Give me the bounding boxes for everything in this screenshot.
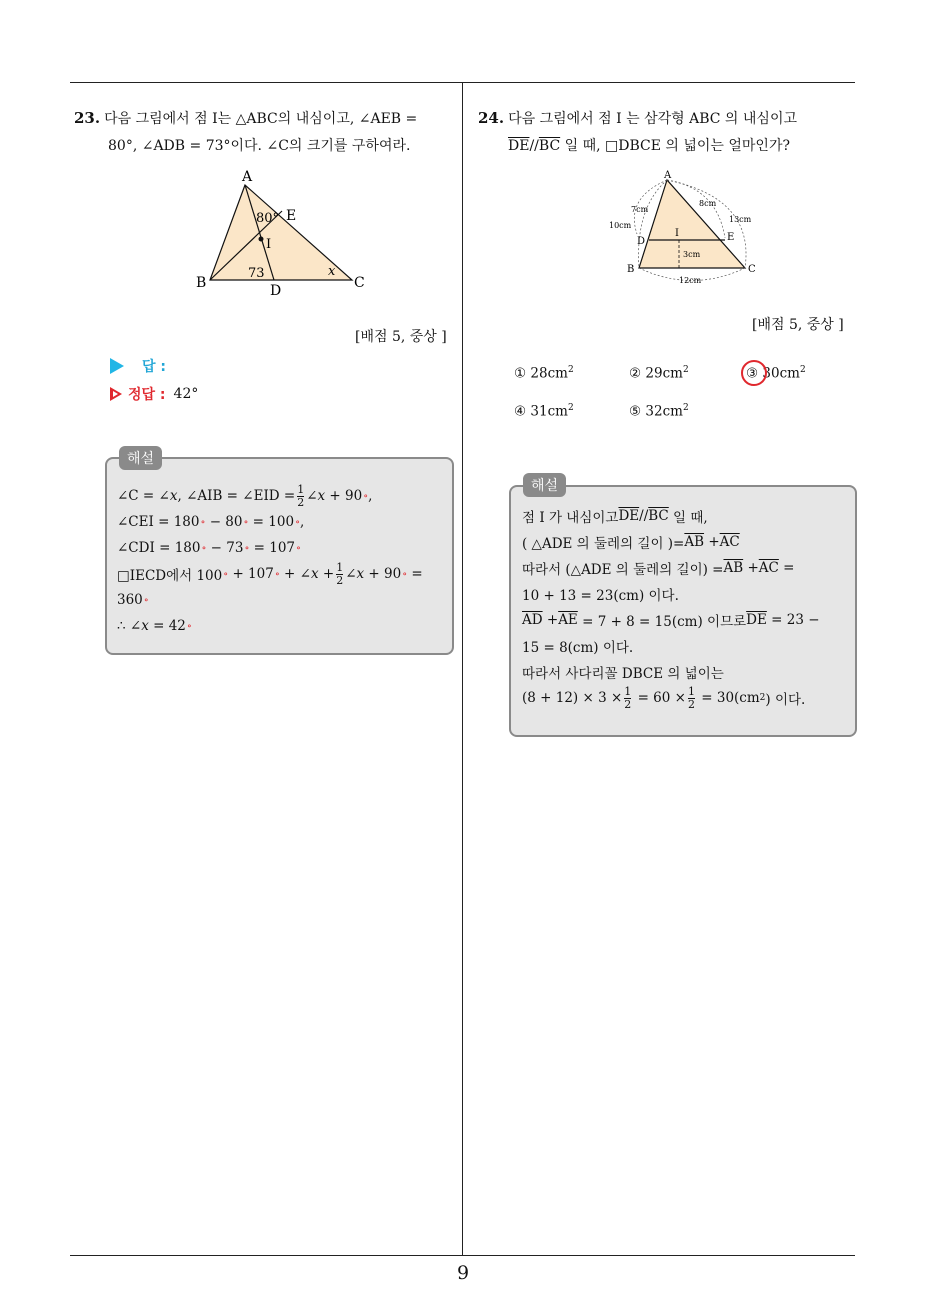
q23-line2: 80°, ∠ADB = 73°이다. ∠C의 크기를 구하여라. [108,138,411,154]
q24-label-c: C [748,264,756,275]
q24-label-a: A [664,170,672,181]
bottom-rule [70,1255,855,1256]
q23-solution-lines [117,483,447,639]
q24-line2-rest: 일 때, □DBCE 의 넓이는 얼마인가? [560,138,790,154]
q24-sol-line: 따라서 (△ADE 의 둘레의 길이) = $\overline{AB}$ + $\overline{AC}$ = [522,560,795,578]
q23-incenter-point [259,237,264,242]
q23-label-a: A [242,169,253,185]
q24-label-e: E [727,232,735,243]
q24-label-d: D [637,236,646,247]
q23-angle-80: 80° [256,211,280,226]
q24-parallel: // [529,138,539,154]
play-icon [110,358,124,374]
q24-line1: 다음 그림에서 점 I 는 삼각형 ABC 의 내심이고 [508,111,797,127]
q23-line1: 다음 그림에서 점 I는 △ABC의 내심이고, ∠AEB = [104,111,418,127]
q24-sol-line: ( △ADE 의 둘레의 길이 )= $\overline{AB}$ + $\overline{AC}$ [522,534,740,552]
q23-label-e: E [286,208,297,224]
selected-ring-icon [741,360,767,386]
q24-choice-1[interactable]: ① $28cm^2$ [514,365,574,382]
q24-number: 24. [478,109,505,127]
q24-label-i: I [675,228,679,239]
q24-sol-line: $\overline{AD}$ + $\overline{AE}$ = 7 + 8 = 15(cm) 이므로 $\overline{DE}$ = 23 − [522,612,820,630]
q23-label-c: C [354,275,365,291]
q23-solution-tab: 해설 [119,446,162,470]
q23-triangle-figure [190,165,380,300]
q23-angle-73: 73 [248,266,265,281]
q24-choice-3[interactable]: ③ $30cm^2$ [746,365,806,382]
q23-number: 23. [74,109,101,127]
q24-len-bc: 12cm [679,276,702,285]
q23-label-d: D [270,283,282,299]
q24-solution-tab: 해설 [523,473,566,497]
q24-choice-5[interactable]: ⑤ $32cm^2$ [629,403,689,420]
q23-sol-line: ∠CEI = 180 ∘ − 80 ∘ = 100 ∘ , [117,514,305,530]
q24-len-h: 3cm [683,250,701,259]
column-divider [462,82,463,1255]
q23-correct-value: 42° [173,386,199,402]
q23-correct-label: 정답 : [128,387,166,403]
q24-sol-line: (8 + 12) × 3 × $\frac{1}{2}$ = 60 × $\frac{1}{2}$ = 30(cm 2 ) 이다. [522,684,806,711]
q23-label-b: B [196,275,207,291]
q23-sol-line: 360 ∘ [117,592,149,608]
q23-sol-line: ∠CDI = 180 ∘ − 73 ∘ = 107 ∘ [117,540,301,556]
q24-solution-lines [522,503,852,711]
q23-label-i: I [266,237,272,252]
q23-answer-block [110,352,198,408]
q24-choices [514,365,854,425]
q24-len-ac: 13cm [729,215,752,224]
q23-answer-label: 답 : [142,359,166,375]
q23-angle-x: x [328,264,336,279]
q24-len-ae: 8cm [699,199,717,208]
q23-question [74,105,458,160]
q24-score: [배점 5, 중상 ] [752,317,844,333]
q24-choice-4[interactable]: ④ $31cm^2$ [514,403,574,420]
q24-triangle-figure [605,168,775,288]
q24-sol-line: 10 + 13 = 23(cm) 이다. [522,588,679,604]
q23-sol-line: ∠C = ∠ x , ∠AIB = ∠EID = $\frac{1}{2}$ ∠ x + 90 ∘ , [117,482,373,509]
q23-sol-line: □IECD에서 100 ∘ + 107 ∘ + ∠ x + $\frac{1}{2}$ ∠ x + 90 ∘ = [117,560,423,587]
q24-sol-line: 따라서 사다리꼴 DBCE 의 넓이는 [522,666,724,682]
q24-question [478,105,862,160]
q24-len-ad: 7cm [631,205,649,214]
page-number: 9 [456,1262,470,1284]
q24-de: $\overline{DE}$ [508,138,530,154]
q24-sol-line: 15 = 8(cm) 이다. [522,640,634,656]
q24-sol-line: 점 I 가 내심이고 $\overline{DE}$ // $\overline{BC}$ 일 때, [522,508,708,526]
q23-score: [배점 5, 중상 ] [355,329,447,345]
q23-sol-line: ∴ ∠ x = 42 ∘ [117,618,192,634]
q24-len-ab: 10cm [609,221,632,230]
q24-bc: $\overline{BC}$ [538,138,561,154]
triangle-outline-icon [110,387,122,401]
q24-label-b: B [627,264,635,275]
q24-choice-2[interactable]: ② $29cm^2$ [629,365,689,382]
